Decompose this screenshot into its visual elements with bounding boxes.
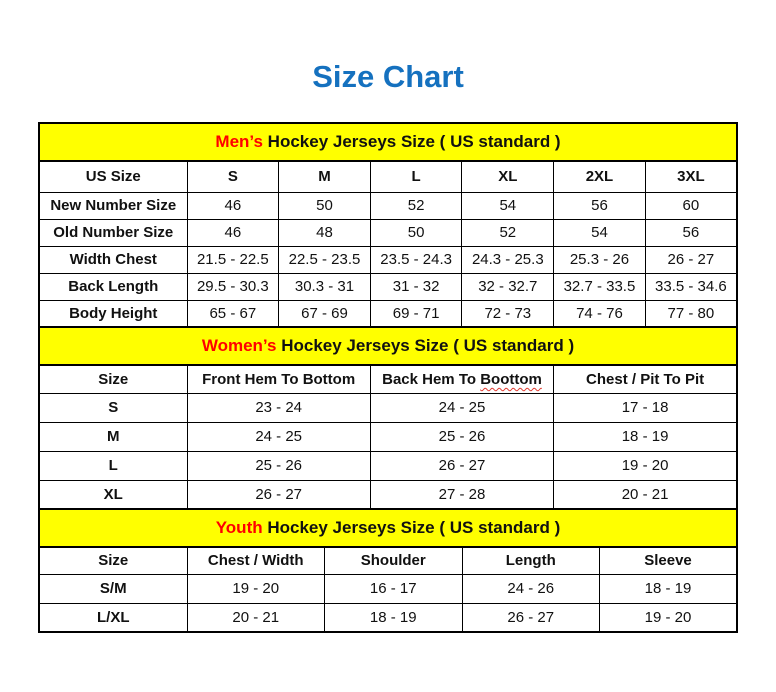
value-cell: 30.3 - 31 xyxy=(279,273,371,300)
value-cell: 26 - 27 xyxy=(187,480,370,509)
value-cell: 20 - 21 xyxy=(187,603,325,632)
men-section xyxy=(38,122,738,328)
value-cell: 74 - 76 xyxy=(554,300,646,327)
header-row xyxy=(39,365,737,393)
value-cell: 46 xyxy=(187,192,279,219)
row-label: S xyxy=(39,393,187,422)
row-label: Width Chest xyxy=(39,246,187,273)
value-cell: 65 - 67 xyxy=(187,300,279,327)
women-band-text: Hockey Jerseys Size ( US standard ) xyxy=(276,336,575,355)
value-cell: 60 xyxy=(645,192,737,219)
value-cell: 50 xyxy=(279,192,371,219)
row-label: Back Length xyxy=(39,273,187,300)
value-cell: 32.7 - 33.5 xyxy=(554,273,646,300)
header-text: Back Hem To xyxy=(382,370,481,388)
header-cell: S xyxy=(187,161,279,192)
youth-section xyxy=(38,508,738,633)
value-cell: 31 - 32 xyxy=(370,273,462,300)
value-cell: 48 xyxy=(279,219,371,246)
value-cell: 18 - 19 xyxy=(325,603,463,632)
header-cell: M xyxy=(279,161,371,192)
value-cell: 23.5 - 24.3 xyxy=(370,246,462,273)
misspelled-word: Boottom xyxy=(480,370,542,388)
value-cell: 26 - 27 xyxy=(645,246,737,273)
value-cell: 52 xyxy=(370,192,462,219)
youth-band-highlight: Youth xyxy=(215,518,263,537)
women-section xyxy=(38,326,738,510)
value-cell: 18 - 19 xyxy=(600,574,738,603)
men-band-text: Hockey Jerseys Size ( US standard ) xyxy=(262,132,561,151)
value-cell: 33.5 - 34.6 xyxy=(645,273,737,300)
value-cell: 16 - 17 xyxy=(325,574,463,603)
youth-size-table xyxy=(38,546,738,633)
value-cell: 21.5 - 22.5 xyxy=(187,246,279,273)
header-cell: Shoulder xyxy=(325,547,463,574)
value-cell: 56 xyxy=(645,219,737,246)
table-row xyxy=(39,192,737,219)
header-cell: L xyxy=(370,161,462,192)
row-label: M xyxy=(39,422,187,451)
value-cell: 19 - 20 xyxy=(554,451,737,480)
row-label: New Number Size xyxy=(39,192,187,219)
size-chart-tables xyxy=(38,122,738,633)
value-cell: 27 - 28 xyxy=(370,480,553,509)
header-cell: XL xyxy=(462,161,554,192)
value-cell: 32 - 32.7 xyxy=(462,273,554,300)
value-cell: 52 xyxy=(462,219,554,246)
header-cell: Chest / Width xyxy=(187,547,325,574)
table-row xyxy=(39,393,737,422)
table-row xyxy=(39,603,737,632)
value-cell: 67 - 69 xyxy=(279,300,371,327)
header-cell: Size xyxy=(39,547,187,574)
men-section-band xyxy=(38,122,738,162)
value-cell: 24 - 26 xyxy=(462,574,600,603)
row-label: XL xyxy=(39,480,187,509)
header-cell: Sleeve xyxy=(600,547,738,574)
value-cell: 19 - 20 xyxy=(600,603,738,632)
value-cell: 26 - 27 xyxy=(462,603,600,632)
table-row xyxy=(39,574,737,603)
value-cell: 23 - 24 xyxy=(187,393,370,422)
header-cell xyxy=(370,365,553,393)
value-cell: 54 xyxy=(462,192,554,219)
value-cell: 19 - 20 xyxy=(187,574,325,603)
row-label: Body Height xyxy=(39,300,187,327)
page-title: Size Chart xyxy=(312,59,464,94)
men-size-table xyxy=(38,160,738,328)
value-cell: 69 - 71 xyxy=(370,300,462,327)
value-cell: 24.3 - 25.3 xyxy=(462,246,554,273)
header-cell: 2XL xyxy=(554,161,646,192)
value-cell: 20 - 21 xyxy=(554,480,737,509)
row-label: L xyxy=(39,451,187,480)
value-cell: 18 - 19 xyxy=(554,422,737,451)
value-cell: 17 - 18 xyxy=(554,393,737,422)
table-row xyxy=(39,273,737,300)
table-row xyxy=(39,480,737,509)
women-band-highlight: Women’s xyxy=(201,336,277,355)
header-cell: Size xyxy=(39,365,187,393)
row-label: S/M xyxy=(39,574,187,603)
women-size-table xyxy=(38,364,738,510)
header-cell: Length xyxy=(462,547,600,574)
table-row xyxy=(39,300,737,327)
header-cell: Front Hem To Bottom xyxy=(187,365,370,393)
row-label: L/XL xyxy=(39,603,187,632)
value-cell: 56 xyxy=(554,192,646,219)
value-cell: 24 - 25 xyxy=(187,422,370,451)
header-cell: Chest / Pit To Pit xyxy=(554,365,737,393)
youth-section-band xyxy=(38,508,738,548)
table-row xyxy=(39,422,737,451)
men-band-highlight: Men’s xyxy=(215,132,263,151)
value-cell: 29.5 - 30.3 xyxy=(187,273,279,300)
table-row xyxy=(39,451,737,480)
value-cell: 25.3 - 26 xyxy=(554,246,646,273)
value-cell: 72 - 73 xyxy=(462,300,554,327)
value-cell: 25 - 26 xyxy=(187,451,370,480)
youth-band-text: Hockey Jerseys Size ( US standard ) xyxy=(262,518,561,537)
table-row xyxy=(39,246,737,273)
header-row xyxy=(39,161,737,192)
value-cell: 46 xyxy=(187,219,279,246)
row-label: Old Number Size xyxy=(39,219,187,246)
value-cell: 24 - 25 xyxy=(370,393,553,422)
value-cell: 26 - 27 xyxy=(370,451,553,480)
women-section-band xyxy=(38,326,738,366)
header-row xyxy=(39,547,737,574)
value-cell: 77 - 80 xyxy=(645,300,737,327)
table-row xyxy=(39,219,737,246)
value-cell: 25 - 26 xyxy=(370,422,553,451)
header-cell: US Size xyxy=(39,161,187,192)
value-cell: 50 xyxy=(370,219,462,246)
header-cell: 3XL xyxy=(645,161,737,192)
value-cell: 22.5 - 23.5 xyxy=(279,246,371,273)
value-cell: 54 xyxy=(554,219,646,246)
